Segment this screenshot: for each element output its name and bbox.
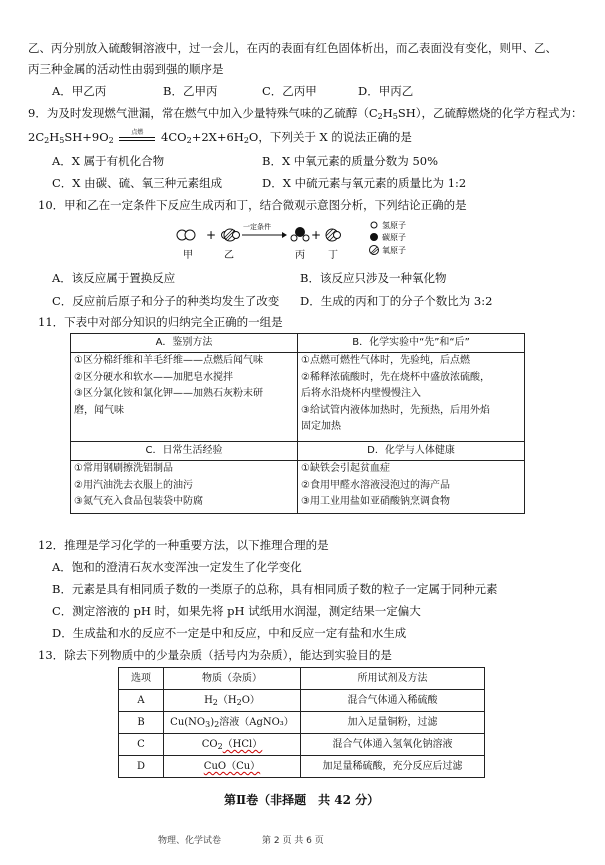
q13-row-method: 混合气体通入稀硫酸 bbox=[301, 690, 485, 712]
q11-table bbox=[70, 333, 525, 514]
label-jia: 甲 bbox=[183, 250, 193, 261]
q11-cell-b bbox=[298, 334, 525, 353]
q12-option-d: D．生成盐和水的反应不一定是中和反应，中和反应一定有盐和水生成 bbox=[52, 626, 407, 640]
molecule-bing bbox=[291, 228, 309, 242]
q13-row-option: D bbox=[119, 756, 164, 778]
q11-stem: 11．下表中对部分知识的归纳完全正确的一组是 bbox=[38, 315, 283, 329]
footer-page-number: 第 2 页 共 6 页 bbox=[262, 836, 324, 846]
q11-cell-a bbox=[71, 334, 298, 353]
q11-c-line: ③氮气充入食品包装袋中防腐 bbox=[74, 496, 203, 507]
table-row bbox=[119, 734, 485, 756]
q11-d-line: ③用工业用盐如亚硝酸钠烹调食物 bbox=[301, 496, 450, 507]
intro-option-c: C．乙丙甲 bbox=[262, 84, 317, 98]
q13-stem: 13．除去下列物质中的少量杂质（括号内为杂质），能达到实验目的是 bbox=[38, 648, 392, 662]
reaction-condition: 一定条件 bbox=[243, 223, 271, 231]
label-yi: 乙 bbox=[224, 250, 234, 261]
q12-option-c: C．测定溶液的 pH 时，如果先将 pH 试纸用水润湿，测定结果一定偏大 bbox=[52, 604, 421, 618]
table-row bbox=[119, 756, 485, 778]
q13-row-substance: $H_2(H_2O)$ bbox=[164, 690, 301, 712]
q13-row-option: B bbox=[119, 712, 164, 734]
plus-sign-2: + bbox=[311, 228, 322, 242]
molecule-yi bbox=[222, 229, 240, 241]
q13-row-substance: CuO（Cu） bbox=[164, 756, 301, 778]
q9-stem: 9．为及时发现燃气泄漏，常在燃气中加入少量特殊气味的乙硫醇$(C_2H_5SH)$，乙硫醇燃烧的化学方程式为： bbox=[28, 106, 583, 121]
legend-oxygen: 氧原子 bbox=[382, 246, 406, 255]
footer-subject: 物理、化学试卷 bbox=[158, 836, 222, 846]
intro-option-a: A．甲乙丙 bbox=[52, 84, 107, 98]
q12-stem: 12．推理是学习化学的一种重要方法，以下推理合理的是 bbox=[38, 538, 329, 552]
table-row bbox=[119, 690, 485, 712]
q11-cell-d-body bbox=[298, 461, 525, 514]
q11-cell-d-head: D．化学与人体健康 bbox=[367, 445, 455, 456]
q11-cell-c bbox=[71, 442, 298, 461]
q11-cell-d bbox=[298, 442, 525, 461]
q13-row-method: 加入足量铜粉，过滤 bbox=[301, 712, 485, 734]
q11-b-line: ③给试管内液体加热时，先预热，后用外焰 bbox=[301, 404, 490, 416]
q10-option-d: D．生成的丙和丁的分子个数比为 3:2 bbox=[300, 294, 493, 308]
q11-b-line: ①点燃可燃性气体时，先验纯，后点燃 bbox=[301, 355, 470, 366]
q9-equation: $2C_2H_5SH+9O_2$ 点燃 $4CO_2+2X+6H_2O$，下列关于 X 的说法正确的是 bbox=[28, 129, 412, 145]
q11-cell-a-body bbox=[71, 353, 298, 442]
q11-b-line: 后将水沿烧杯内壁慢慢注入 bbox=[301, 388, 421, 399]
q9-option-c: C．X 由碳、硫、氧三种元素组成 bbox=[52, 176, 223, 190]
q9-option-d: D．X 中硫元素与氧元素的质量比为 1:2 bbox=[262, 176, 467, 190]
q11-cell-a-head: A．鉴别方法 bbox=[155, 337, 213, 348]
legend-carbon: 碳原子 bbox=[382, 233, 406, 242]
intro-option-d: D．甲丙乙 bbox=[358, 84, 414, 98]
q13-header-method: 所用试剂及方法 bbox=[301, 668, 485, 690]
q13-header-option: 选项 bbox=[119, 668, 164, 690]
q9-option-b: B．X 中氧元素的质量分数为 50% bbox=[262, 154, 439, 168]
q11-b-line: 固定加热 bbox=[301, 421, 341, 432]
q11-d-line: ②食用甲醛水溶液浸泡过的海产品 bbox=[301, 479, 450, 491]
q11-cell-b-body bbox=[298, 353, 525, 442]
q11-c-line: ②用汽油洗去衣服上的油污 bbox=[74, 479, 193, 491]
q13-row-substance: $Cu(NO_3)_2$溶液（AgNO₃） bbox=[164, 712, 301, 734]
q13-row-method: 混合气体通入氢氧化钠溶液 bbox=[301, 734, 485, 756]
label-bing: 丙 bbox=[295, 250, 305, 261]
q12-option-b: B．元素是具有相同质子数的一类原子的总称，具有相同质子数的粒子一定属于同种元素 bbox=[52, 582, 498, 596]
q11-cell-b-head: B．化学实验中“先”和“后” bbox=[352, 337, 470, 348]
q13-row-substance: $CO_2(HCl)$ bbox=[164, 734, 301, 756]
q11-a-line: ①区分棉纤维和羊毛纤维——点燃后闻气味 bbox=[74, 355, 263, 366]
q9-option-a: A．X 属于有机化合物 bbox=[52, 154, 165, 168]
q12-option-a: A．饱和的澄清石灰水变浑浊一定发生了化学变化 bbox=[52, 560, 302, 574]
legend-hydrogen: 氢原子 bbox=[382, 221, 406, 230]
molecule-ding bbox=[326, 229, 341, 241]
molecule-jia bbox=[177, 230, 195, 240]
q13-row-option: C bbox=[119, 734, 164, 756]
section-title: 第Ⅱ卷（非择题 共 42 分） bbox=[224, 793, 380, 807]
q10-option-c: C．反应前后原子和分子的种类均发生了改变 bbox=[52, 294, 280, 308]
intro-option-b: B．乙甲丙 bbox=[163, 84, 218, 98]
q11-b-line: ②稀释浓硫酸时，先在烧杯中盛放浓硫酸， bbox=[301, 371, 490, 383]
q13-header-substance: 物质（杂质） bbox=[164, 668, 301, 690]
q10-option-a: A．该反应属于置换反应 bbox=[52, 271, 176, 285]
q11-a-line: ③区分氯化铵和氯化钾——加熟石灰粉末研 bbox=[74, 388, 263, 399]
reaction-diagram bbox=[0, 218, 605, 268]
q13-table bbox=[118, 667, 485, 778]
q11-d-line: ①缺铁会引起贫血症 bbox=[301, 463, 390, 474]
plus-sign-1: + bbox=[206, 228, 217, 242]
q11-a-line: 磨，闻气味 bbox=[74, 404, 124, 416]
q11-cell-c-body bbox=[71, 461, 298, 514]
q13-row-option: A bbox=[119, 690, 164, 712]
intro-line-2: 丙三种金属的活动性由弱到强的顺序是 bbox=[28, 62, 224, 76]
equation-equals-sign: 点燃 bbox=[117, 133, 157, 143]
label-ding: 丁 bbox=[328, 250, 338, 261]
q11-a-line: ②区分硬水和软水——加肥皂水搅拌 bbox=[74, 371, 233, 383]
q10-stem: 10．甲和乙在一定条件下反应生成丙和丁，结合微观示意图分析，下列结论正确的是 bbox=[38, 198, 467, 212]
q10-option-b: B．该反应只涉及一种氧化物 bbox=[300, 271, 447, 285]
q11-cell-c-head: C．日常生活经验 bbox=[145, 445, 223, 456]
diagram-legend bbox=[370, 220, 407, 255]
q11-c-line: ①常用钢刷擦洗铝制品 bbox=[74, 463, 173, 474]
intro-line-1: 乙、丙分别放入硫酸铜溶液中，过一会儿，在丙的表面有红色固体析出，而乙表面没有变化，则甲、乙、 bbox=[28, 41, 557, 55]
q13-row-method: 加足量稀硫酸，充分反应后过滤 bbox=[301, 756, 485, 778]
table-row bbox=[119, 712, 485, 734]
